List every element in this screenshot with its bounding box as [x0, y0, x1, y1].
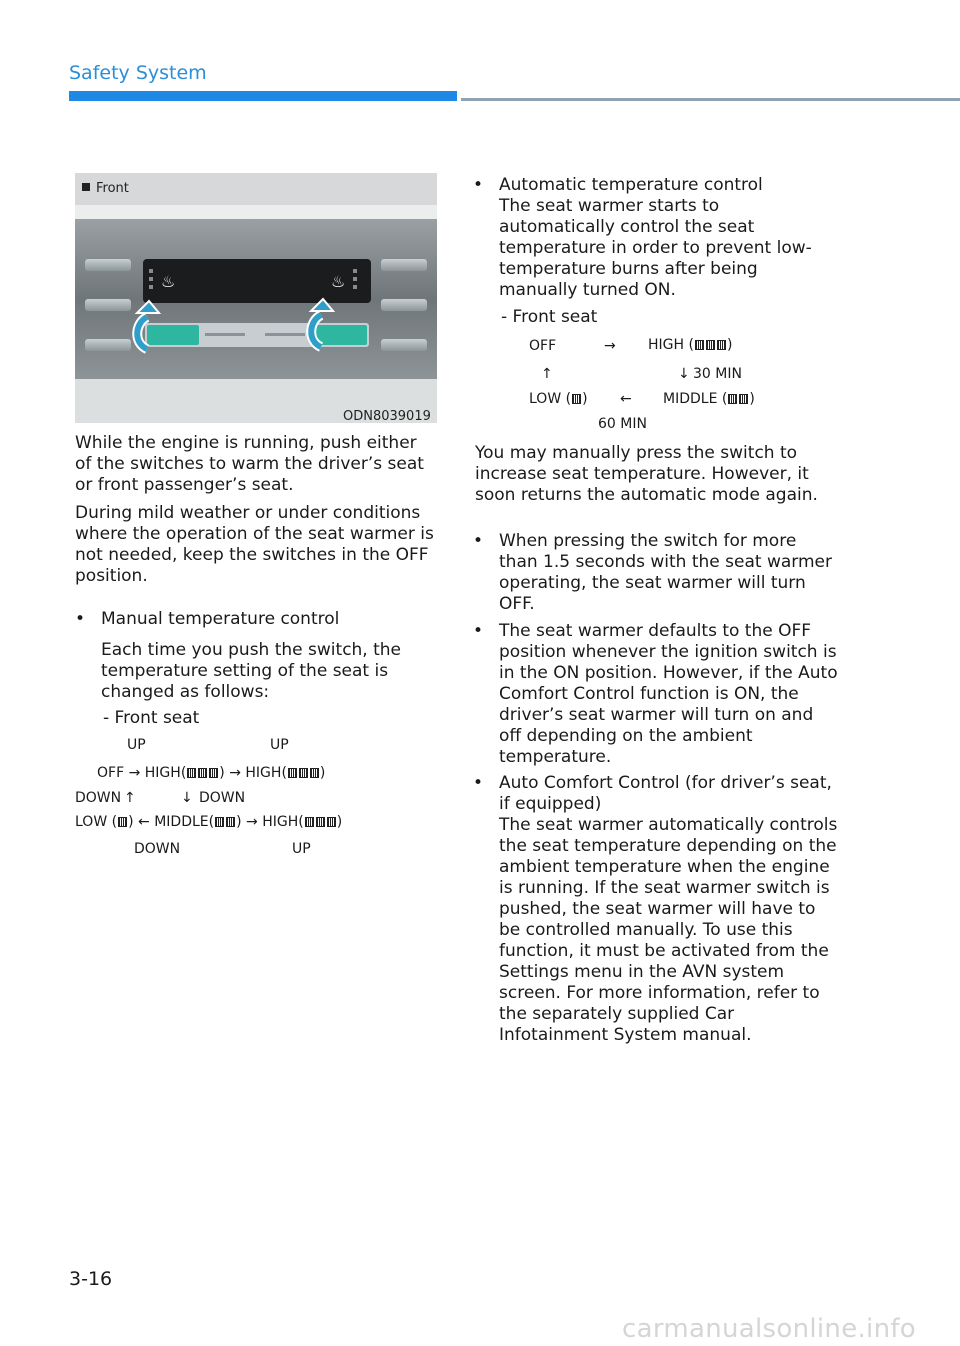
diagram-row-1	[97, 764, 325, 782]
arrow-down-icon: ↓	[181, 790, 193, 806]
arrow-up-icon: ↑	[541, 366, 553, 382]
flow-30min: 30 MIN	[693, 366, 742, 382]
paren-open: (	[281, 765, 287, 781]
seat-warmer-figure	[75, 173, 437, 423]
bullet-auto-control: • Automatic temperature control	[499, 175, 839, 196]
seat-heat-icon	[327, 817, 336, 827]
square-bullet-icon	[82, 183, 90, 191]
para-manual-press: You may manually press the switch to increase seat temperature. However, it soon returns the automatic mode again.	[475, 443, 818, 505]
paren-close: )	[319, 765, 326, 781]
para-mild-weather: During mild weather or under conditions where the operation of the seat warmer is not needed, keep the switches in the OFF position.	[75, 503, 434, 586]
diagram-down-label-2: DOWN	[199, 790, 246, 806]
arrow-right-icon: →	[246, 814, 258, 830]
flow-low-label: LOW	[529, 391, 562, 407]
seat-heat-icon	[728, 394, 737, 404]
flow-60min: 60 MIN	[598, 416, 647, 432]
flow-low	[529, 390, 588, 408]
seat-heat-icon	[118, 817, 127, 827]
flow-off: OFF	[529, 338, 557, 354]
figure-label	[82, 181, 129, 196]
seat-warmer-panel-illustration	[75, 173, 437, 423]
diagram-down-label-1: DOWN	[75, 790, 122, 806]
diagram-up-label-3: UP	[292, 841, 311, 857]
manual-front-seat-label: - Front seat	[103, 708, 200, 728]
paren-close: )	[726, 337, 733, 353]
flow-high-label: HIGH	[648, 337, 685, 353]
paren-close: )	[582, 391, 588, 407]
svg-text:♨: ♨	[161, 272, 176, 291]
arrow-right-icon: →	[128, 765, 141, 781]
section-title: Safety System	[69, 62, 207, 84]
paren-open: (	[688, 337, 694, 353]
paren-close: )	[236, 814, 242, 830]
seat-heat-icon	[288, 768, 297, 778]
bullet-press-1-5-sec: • When pressing the switch for more than 1.5 seconds with the seat warmer operating, the seat warmer will turn OFF.	[499, 531, 839, 615]
paren-close: )	[749, 391, 755, 407]
diagram-low: LOW	[75, 814, 108, 830]
seat-heat-icon	[215, 817, 224, 827]
seat-heat-icon	[299, 768, 308, 778]
diagram-up-label-2: UP	[270, 737, 289, 753]
seat-heat-icon	[198, 768, 207, 778]
watermark: carmanualsonline.info	[622, 1314, 917, 1344]
paren-close: )	[219, 765, 225, 781]
diagram-row-2	[75, 813, 342, 831]
arrow-down-icon: ↓	[678, 366, 690, 382]
paren-open: (	[721, 391, 728, 407]
seat-heat-icon	[695, 340, 704, 350]
diagram-high-3: HIGH	[262, 814, 299, 830]
auto-control-desc: The seat warmer starts to automatically control the seat temperature in order to prevent low-temperature burns after being manually turned ON.	[499, 196, 812, 300]
header-rule-gray	[461, 98, 960, 101]
seat-heat-icon	[209, 768, 218, 778]
arrow-right-icon: →	[229, 765, 241, 781]
arrow-left-icon: ←	[620, 391, 632, 407]
seat-heat-icon	[226, 817, 235, 827]
svg-text:♨: ♨	[331, 272, 346, 291]
arrow-left-icon: ←	[138, 814, 150, 830]
seat-heat-icon	[706, 340, 715, 350]
seat-heat-icon	[187, 768, 196, 778]
flow-middle	[663, 390, 755, 408]
diagram-off: OFF	[97, 765, 125, 781]
seat-heat-icon	[305, 817, 314, 827]
arrow-right-icon: →	[604, 338, 616, 354]
figure-code: ODN8039019	[343, 409, 431, 424]
arrow-up-icon: ↑	[124, 790, 136, 806]
flow-high	[648, 336, 732, 354]
diagram-middle: MIDDLE	[154, 814, 209, 830]
paren-open: (	[180, 765, 187, 781]
diagram-down-label-3: DOWN	[134, 841, 181, 857]
bullet-default-off: • The seat warmer defaults to the OFF position whenever the ignition switch is in the ON position. However, if the Auto Comfort Control function is ON, the driver’s seat warmer will turn on and off depending on the ambient temperature.	[499, 621, 839, 768]
diagram-up-label-1: UP	[127, 737, 146, 753]
diagram-high-2: HIGH	[245, 765, 282, 781]
para-engine-running: While the engine is running, push either of the switches to warm the driver’s seat or front passenger’s seat.	[75, 433, 424, 495]
seat-heat-icon	[739, 394, 748, 404]
auto-front-seat-label: - Front seat	[501, 307, 598, 327]
header-rule-blue	[69, 91, 457, 101]
bullet-auto-comfort-title: • Auto Comfort Control (for driver’s seat, if equipped)	[499, 773, 839, 815]
paren-close: )	[336, 814, 343, 830]
page-number: 3-16	[69, 1268, 113, 1290]
paren-open: (	[298, 814, 304, 830]
diagram-high-1: HIGH	[144, 765, 181, 781]
paren-open: (	[111, 814, 118, 830]
paren-close: )	[128, 814, 134, 830]
flow-middle-label: MIDDLE	[663, 391, 718, 407]
figure-label-text: Front	[96, 181, 129, 196]
paren-open: (	[565, 391, 572, 407]
auto-comfort-desc: The seat warmer automatically controls the seat temperature depending on the ambient temperature when the engine is running. If the seat warmer switch is pushed, the seat warmer will have to be controlled manually. To use this function, it must be activated from the Settings menu in the AVN system screen. For more information, refer to the separately supplied Car Infotainment System manual.	[499, 815, 838, 1045]
bullet-manual-control: • Manual temperature control	[101, 609, 437, 630]
paren-open: (	[208, 814, 215, 830]
seat-heat-icon	[310, 768, 319, 778]
seat-heat-icon	[316, 817, 325, 827]
seat-heat-icon	[572, 394, 581, 404]
seat-heat-icon	[717, 340, 726, 350]
manual-control-desc: Each time you push the switch, the temperature setting of the seat is changed as follows:	[101, 640, 402, 702]
